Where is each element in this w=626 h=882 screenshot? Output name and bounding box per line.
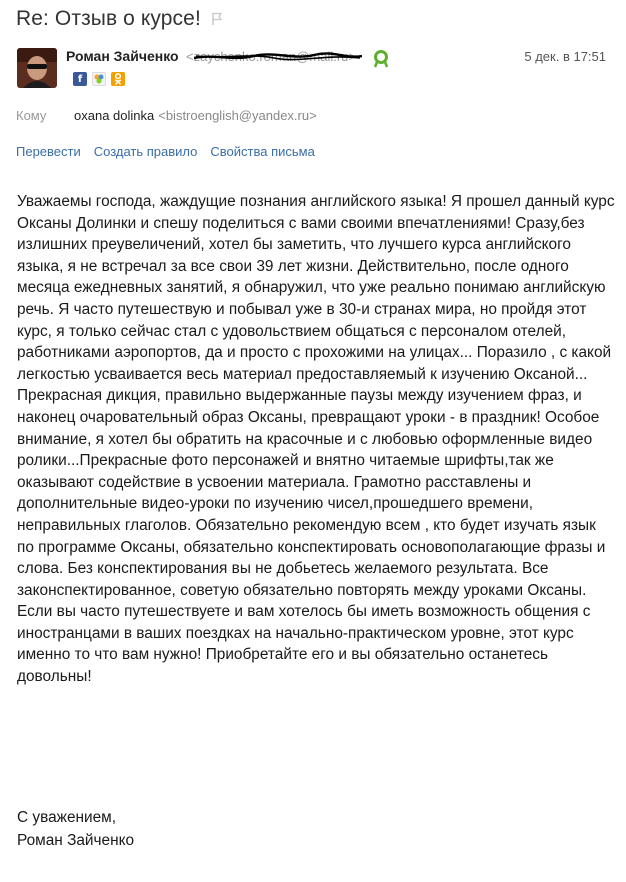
signature	[17, 806, 134, 852]
create-rule-link[interactable]: Создать правило	[93, 144, 198, 159]
email-date: 5 дек. в 17:51	[524, 49, 606, 64]
recipient-row	[16, 108, 317, 123]
message-body-text: Уважаемы господа, жаждущие познания английского языка! Я прошел данный курс Оксаны Долинки и спешу поделиться с вами своими впечатлениями! Сразу,без излишних преувеличений, хотел бы заметить, что лучшего курса английского языка, я не встречал за все свои 39 лет жизни. Действительно, после одного месяца ежедневных занятий, я обнаружил, что уже реально понимаю английскую речь. Я часто путешествую и побывал уже в 30-и странах мира, но пройдя этот курс, я только сейчас стал с удовольствием общаться с персоналом отелей, работниками аэропортов, да и просто с прохожими на улицах... Поразило , с какой легкостью усваивается весь материал предоставляемый к изучению Оксаной... Прекрасная дикция, правильно выдержанные паузы между изучением фраз, и наконец очаровательный образ Оксаны, превращают уроки - в праздник! Особое внимание, я хотел бы обратить на красочные и с любовью оформленные видео ролики...Прекрасные фото персонажей и внятно читаемые шрифты,так же оказывают содействие в усвоении материала. Грамотно расставлены и дополнительные видео-уроки по изучению чисел,прошедшего времени, неправильных глаголов. Обязательно рекомендую всем , кто будет изучать язык по программе Оксаны, обязательно конспектировать основополагающие фразы и слова. Без конспектирования вы не добьетесь желаемого результата. Все законспектированное, советую обязательно повторять между уроками Оксаны. Если вы часто путешествуете и вам хотелось бы иметь возможность общения с иностранцами в ваших поездках на начально-практическом уровне, этот курс именно то что вам нужно! Приобретайте его и вы обязательно останетесь довольны!	[17, 193, 615, 686]
sender-name[interactable]: Роман Зайченко	[66, 48, 179, 64]
facebook-icon[interactable]: f	[73, 72, 87, 86]
recipient-email[interactable]: <bistroenglish@yandex.ru>	[158, 108, 317, 123]
recipient-name[interactable]: oxana dolinka	[74, 108, 155, 123]
flag-icon[interactable]	[211, 12, 223, 26]
moimir-icon[interactable]	[92, 72, 106, 86]
email-subject: Re: Отзыв о курсе!	[16, 7, 201, 30]
signature-name: Роман Зайченко	[17, 832, 135, 849]
avatar[interactable]	[17, 48, 57, 88]
message-body	[17, 191, 617, 688]
message-properties-link[interactable]: Свойства письма	[210, 144, 315, 159]
sender-email[interactable]: <zaychenko.roman@mail.ru>	[186, 49, 356, 64]
message-actions	[16, 144, 315, 159]
subject-row	[16, 4, 223, 34]
odnoklassniki-icon[interactable]	[111, 72, 125, 86]
recipient-label: Кому	[16, 108, 47, 123]
translate-link[interactable]: Перевести	[16, 144, 81, 159]
signature-greeting: С уважением,	[17, 809, 117, 826]
verified-badge-icon	[373, 50, 389, 68]
social-links	[73, 72, 125, 86]
